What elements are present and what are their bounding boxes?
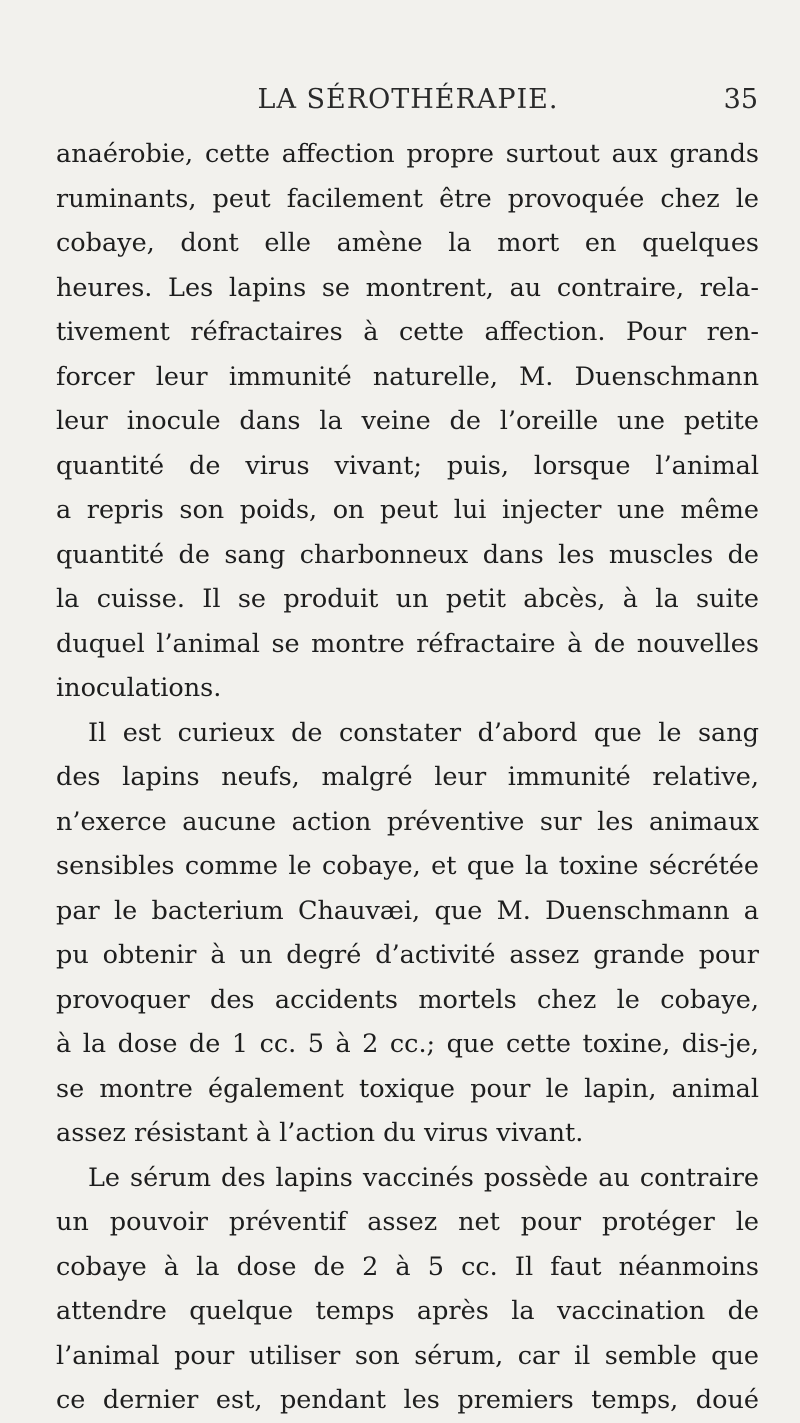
text-line: Le sérum des lapins vaccinés possède au contraire [88, 1162, 759, 1193]
text-line: l’animal pour utiliser son sérum, car il semble que [56, 1340, 759, 1371]
text-line: quantité de sang charbonneux dans les muscles de [56, 539, 759, 570]
text-line: la cuisse. Il se produit un petit abcès, à la suite [56, 584, 759, 614]
text-line: a repris son poids, on peut lui injecter une même [56, 495, 759, 525]
running-head [58, 80, 758, 120]
page-number: 35 [723, 84, 758, 115]
text-line: heures. Les lapins se montrent, au contraire, rela- [56, 272, 759, 303]
text-line: un pouvoir préventif assez net pour protéger le [56, 1207, 759, 1237]
text-line: se montre également toxique pour le lapin, animal [56, 1073, 759, 1104]
running-title: LA SÉROTHÉRAPIE. [257, 84, 559, 115]
text-line: sensibles comme le cobaye, et que la toxine sécrétée [56, 851, 759, 881]
text-line: leur inocule dans la veine de l’oreille une petite [56, 406, 759, 436]
body-text [56, 132, 759, 1423]
text-line: ce dernier est, pendant les premiers temps, doué [56, 1385, 759, 1415]
text-line: à la dose de 1 cc. 5 à 2 cc.; que cette toxine, dis-je, [56, 1029, 759, 1059]
text-line: pu obtenir à un degré d’activité assez grande pour [56, 940, 759, 970]
text-line: tivement réfractaires à cette affection. Pour ren- [56, 317, 759, 347]
text-line: Il est curieux de constater d’abord que le sang [88, 717, 759, 748]
text-line: quantité de virus vivant; puis, lorsque l’animal [56, 450, 759, 481]
text-line: par le bacterium Chauvæi, que M. Duenschmann a [56, 895, 759, 926]
text-line: cobaye, dont elle amène la mort en quelques [56, 228, 759, 258]
text-line: ruminants, peut facilement être provoquée chez le [56, 183, 759, 214]
text-line: n’exerce aucune action préventive sur les animaux [56, 806, 759, 837]
text-line: duquel l’animal se montre réfractaire à de nouvelles [56, 628, 759, 659]
text-line: provoquer des accidents mortels chez le cobaye, [56, 984, 759, 1015]
text-line: forcer leur immunité naturelle, M. Duenschmann [56, 361, 759, 392]
text-line: inoculations. [56, 673, 222, 703]
text-line: cobaye à la dose de 2 à 5 cc. Il faut néanmoins [56, 1251, 759, 1282]
text-line: attendre quelque temps après la vaccination de [56, 1296, 759, 1326]
text-line: anaérobie, cette affection propre surtout aux grands [56, 139, 759, 169]
text-line: assez résistant à l’action du virus vivant. [56, 1118, 584, 1148]
text-line: des lapins neufs, malgré leur immunité relative, [56, 762, 759, 792]
